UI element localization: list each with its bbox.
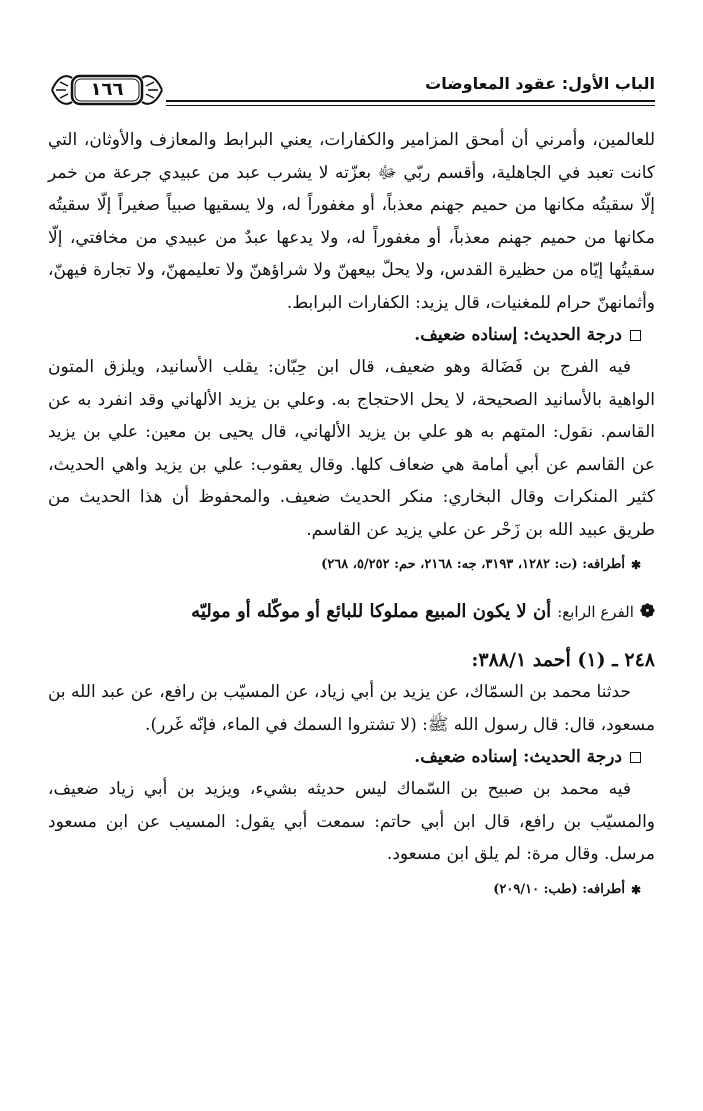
asterisk-icon: ✱ [630,558,641,572]
branch-prefix: الفرع الرابع: [557,603,634,621]
square-bullet-icon [630,330,641,341]
references-footnote-2 [48,877,641,903]
header-rule [166,100,655,102]
references-text-2: أطرافه: (طب: ٢٠٩/١٠) [493,881,625,897]
asterisk-icon: ✱ [630,882,641,897]
grade-label-2: درجة الحديث: إسناده ضعيف. [414,747,622,767]
branch-title: أن لا يكون المبيع مملوكا للبائع أو موكّله أو موليّه [191,601,552,622]
page-header [48,70,655,114]
grade-heading [48,319,655,351]
hadith-text-2: حدثنا محمد بن السمّاك، عن يزيد بن أبي زياد، عن المسيّب بن رافع، عن عبد الله بن مسعود، قال: قال رسول الله ﷺ: (لا تشتروا السمك في الماء، فإنّه غَرر). [47,682,655,735]
chapter-title: الباب الأول: عقود المعاوضات [425,74,655,93]
references-text: أطرافه: (ت: ١٢٨٢، ٣١٩٣، جه: ٢١٦٨، حم: ٥/٢٥٢، ٢٦٨) [321,557,625,572]
header-rule-thin [166,105,655,106]
grade-heading-2 [48,741,655,773]
commentary-text-2: فيه محمد بن صبيح بن السّماك ليس حديثه بشيء، ويزيد بن أبي زياد ضعيف، والمسيّب بن رافع، قال ابن أبي حاتم: سمعت أبي يقول: المسيب عن ابن مسعود مرسل. وقال مرة: لم يلق ابن مسعود. [48,779,655,864]
page-body [48,124,655,903]
page-number: ١٦٦ [90,79,124,100]
page-number-ornament [48,70,166,110]
ornament-bullet-icon: ❁ [639,601,655,622]
hadith-number: ٢٤٨ ـ (١) أحمد ٣٨٨/١: [471,649,655,671]
branch-heading [48,596,655,628]
hadith-text: للعالمين، وأمرني أن أمحق المزامير والكفارات، يعني البرابط والمعازف والأوثان، التي كانت تعبد في الجاهلية، وأقسم ربّي ﷻ بعزّته لا يشرب عبد من عبيدي جرعة من خمر إلّا سقيتُه مكانها من حميم جهنم معذباً، أو مغفوراً له، ولا يسقيها صبياً صغيراً إلّا سقيتُه مكانها من حميم جهنم معذباً، أو مغفوراً له، ولا يدعها عبدٌ من عبيدي من مخافتي، إلّا سقيتُها إيّاه من حظيرة القدس، ولا يحلّ بيعهنّ ولا شراؤهنّ ولا تعليمهنّ، ولا تجارة فيهنّ، وأثمانهنّ حرام للمغنيات، قال يزيد: الكفارات البرابط. [48,130,655,313]
grade-label: درجة الحديث: إسناده ضعيف. [414,325,622,345]
commentary-text: فيه الفرج بن فَضَالة وهو ضعيف، قال ابن حِبّان: يقلب الأسانيد، ويلزق المتون الواهية بالأسانيد الصحيحة، لا يحل الاحتجاج به. وعلي بن يزيد الألهاني وقد انفرد به عن القاسم. نقول: المتهم به هو علي بن يزيد الألهاني، قال يحيى بن معين: علي بن يزيد عن القاسم عن أبي أمامة هي ضعاف كلها. وقال يعقوب: علي بن يزيد واهي الحديث، كثير المنكرات وقال البخاري: منكر الحديث ضعيف. والمحفوظ أن هذا الحديث من طريق عبيد الله بن زَحْر عن علي يزيد عن القاسم. [48,357,655,540]
square-bullet-icon [630,752,641,763]
references-footnote [48,552,641,578]
